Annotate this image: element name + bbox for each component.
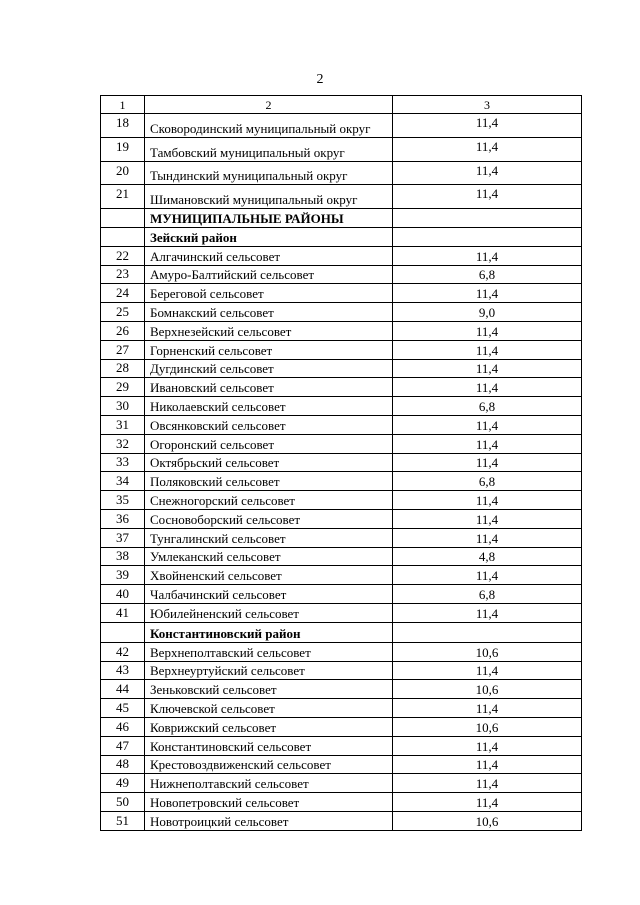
table-row <box>101 303 582 322</box>
row-value: 11,4 <box>393 774 582 793</box>
row-name: Ивановский сельсовет <box>145 378 393 397</box>
row-number: 37 <box>101 528 145 547</box>
row-value: 6,8 <box>393 585 582 604</box>
row-number: 22 <box>101 246 145 265</box>
row-name: Алгачинский сельсовет <box>145 246 393 265</box>
row-number: 50 <box>101 793 145 812</box>
row-value: 11,4 <box>393 246 582 265</box>
row-number: 33 <box>101 453 145 472</box>
row-number: 31 <box>101 415 145 434</box>
row-value: 11,4 <box>393 603 582 622</box>
row-value: 6,8 <box>393 472 582 491</box>
row-number: 46 <box>101 717 145 736</box>
row-name: Чалбачинский сельсовет <box>145 585 393 604</box>
row-number: 27 <box>101 340 145 359</box>
table-row <box>101 642 582 661</box>
table-row <box>101 528 582 547</box>
table-row <box>101 359 582 378</box>
row-number: 19 <box>101 137 145 161</box>
row-name: Верхнеполтавский сельсовет <box>145 642 393 661</box>
row-name: Огоронский сельсовет <box>145 434 393 453</box>
row-value: 6,8 <box>393 397 582 416</box>
row-number: 21 <box>101 185 145 209</box>
row-value: 11,4 <box>393 566 582 585</box>
row-value: 11,4 <box>393 284 582 303</box>
row-name: Бомнакский сельсовет <box>145 303 393 322</box>
row-name: Коврижский сельсовет <box>145 717 393 736</box>
section-title: Константиновский район <box>145 622 393 642</box>
row-name: Николаевский сельсовет <box>145 397 393 416</box>
row-number: 40 <box>101 585 145 604</box>
row-name: Тындинский муниципальный округ <box>145 161 393 185</box>
section-row <box>101 209 582 228</box>
row-number: 38 <box>101 547 145 566</box>
table-row <box>101 509 582 528</box>
row-value: 10,6 <box>393 717 582 736</box>
row-number: 35 <box>101 491 145 510</box>
table-row <box>101 434 582 453</box>
row-name: Константиновский сельсовет <box>145 736 393 755</box>
row-name: Тамбовский муниципальный округ <box>145 137 393 161</box>
row-value: 11,4 <box>393 415 582 434</box>
row-name: Хвойненский сельсовет <box>145 566 393 585</box>
row-number: 42 <box>101 642 145 661</box>
section-number-cell <box>101 227 145 246</box>
row-value: 6,8 <box>393 265 582 284</box>
row-value: 11,4 <box>393 699 582 718</box>
table-row <box>101 378 582 397</box>
table-row <box>101 661 582 680</box>
row-name: Крестовоздвиженский сельсовет <box>145 755 393 774</box>
row-name: Горненский сельсовет <box>145 340 393 359</box>
column-header-1: 1 <box>101 96 145 114</box>
row-value: 11,4 <box>393 185 582 209</box>
section-row <box>101 227 582 246</box>
row-number: 26 <box>101 321 145 340</box>
table-row <box>101 137 582 161</box>
table-row <box>101 717 582 736</box>
row-number: 41 <box>101 603 145 622</box>
row-value: 11,4 <box>393 736 582 755</box>
table-row <box>101 340 582 359</box>
table-row <box>101 415 582 434</box>
table-row <box>101 246 582 265</box>
row-name: Новотроицкий сельсовет <box>145 811 393 830</box>
row-number: 28 <box>101 359 145 378</box>
row-value: 11,4 <box>393 528 582 547</box>
row-value: 11,4 <box>393 661 582 680</box>
section-row <box>101 622 582 642</box>
row-value: 4,8 <box>393 547 582 566</box>
section-number-cell <box>101 209 145 228</box>
row-value: 11,4 <box>393 137 582 161</box>
row-name: Шимановский муниципальный округ <box>145 185 393 209</box>
row-name: Октябрьский сельсовет <box>145 453 393 472</box>
row-name: Зеньковский сельсовет <box>145 680 393 699</box>
row-number: 47 <box>101 736 145 755</box>
row-name: Верхнезейский сельсовет <box>145 321 393 340</box>
row-value: 11,4 <box>393 340 582 359</box>
page-number: 2 <box>316 72 324 87</box>
table-row <box>101 397 582 416</box>
row-value: 11,4 <box>393 378 582 397</box>
row-name: Овсянковский сельсовет <box>145 415 393 434</box>
table-row <box>101 547 582 566</box>
table-row <box>101 736 582 755</box>
table-row <box>101 680 582 699</box>
table-row <box>101 161 582 185</box>
table-row <box>101 321 582 340</box>
row-value: 11,4 <box>393 434 582 453</box>
table-row <box>101 774 582 793</box>
row-name: Сосновоборский сельсовет <box>145 509 393 528</box>
row-value: 11,4 <box>393 321 582 340</box>
row-value: 11,4 <box>393 755 582 774</box>
table-row <box>101 811 582 830</box>
table-row <box>101 114 582 138</box>
table-row <box>101 699 582 718</box>
row-value: 11,4 <box>393 491 582 510</box>
row-value: 9,0 <box>393 303 582 322</box>
row-number: 32 <box>101 434 145 453</box>
row-number: 51 <box>101 811 145 830</box>
row-name: Нижнеполтавский сельсовет <box>145 774 393 793</box>
row-value: 11,4 <box>393 114 582 138</box>
section-value-cell <box>393 227 582 246</box>
row-number: 49 <box>101 774 145 793</box>
data-table <box>100 95 582 831</box>
row-name: Сковородинский муниципальный округ <box>145 114 393 138</box>
section-value-cell <box>393 622 582 642</box>
row-name: Поляковский сельсовет <box>145 472 393 491</box>
section-number-cell <box>101 622 145 642</box>
table-header-row <box>101 96 582 114</box>
column-header-2: 2 <box>145 96 393 114</box>
row-number: 29 <box>101 378 145 397</box>
row-number: 48 <box>101 755 145 774</box>
column-header-3: 3 <box>393 96 582 114</box>
table-row <box>101 453 582 472</box>
section-title: Зейский район <box>145 227 393 246</box>
row-name: Ключевской сельсовет <box>145 699 393 718</box>
table-row <box>101 755 582 774</box>
row-name: Снежногорский сельсовет <box>145 491 393 510</box>
row-number: 18 <box>101 114 145 138</box>
row-number: 36 <box>101 509 145 528</box>
row-number: 45 <box>101 699 145 718</box>
row-number: 24 <box>101 284 145 303</box>
row-name: Верхнеуртуйский сельсовет <box>145 661 393 680</box>
row-value: 10,6 <box>393 642 582 661</box>
row-number: 39 <box>101 566 145 585</box>
row-number: 23 <box>101 265 145 284</box>
row-value: 10,6 <box>393 811 582 830</box>
table-row <box>101 491 582 510</box>
table-row <box>101 185 582 209</box>
table-row <box>101 566 582 585</box>
row-value: 11,4 <box>393 793 582 812</box>
row-number: 43 <box>101 661 145 680</box>
table-row <box>101 585 582 604</box>
row-name: Новопетровский сельсовет <box>145 793 393 812</box>
row-value: 11,4 <box>393 359 582 378</box>
row-name: Умлеканский сельсовет <box>145 547 393 566</box>
row-number: 44 <box>101 680 145 699</box>
row-value: 11,4 <box>393 509 582 528</box>
row-value: 10,6 <box>393 680 582 699</box>
table-row <box>101 472 582 491</box>
row-number: 30 <box>101 397 145 416</box>
row-number: 34 <box>101 472 145 491</box>
row-number: 20 <box>101 161 145 185</box>
row-number: 25 <box>101 303 145 322</box>
table-row <box>101 284 582 303</box>
table-row <box>101 603 582 622</box>
row-value: 11,4 <box>393 161 582 185</box>
row-name: Тунгалинский сельсовет <box>145 528 393 547</box>
table-row <box>101 265 582 284</box>
row-name: Амуро-Балтийский сельсовет <box>145 265 393 284</box>
section-title: МУНИЦИПАЛЬНЫЕ РАЙОНЫ <box>145 209 393 228</box>
row-value: 11,4 <box>393 453 582 472</box>
section-value-cell <box>393 209 582 228</box>
table-body <box>101 96 582 831</box>
row-name: Юбилейненский сельсовет <box>145 603 393 622</box>
table-row <box>101 793 582 812</box>
row-name: Дугдинский сельсовет <box>145 359 393 378</box>
row-name: Береговой сельсовет <box>145 284 393 303</box>
